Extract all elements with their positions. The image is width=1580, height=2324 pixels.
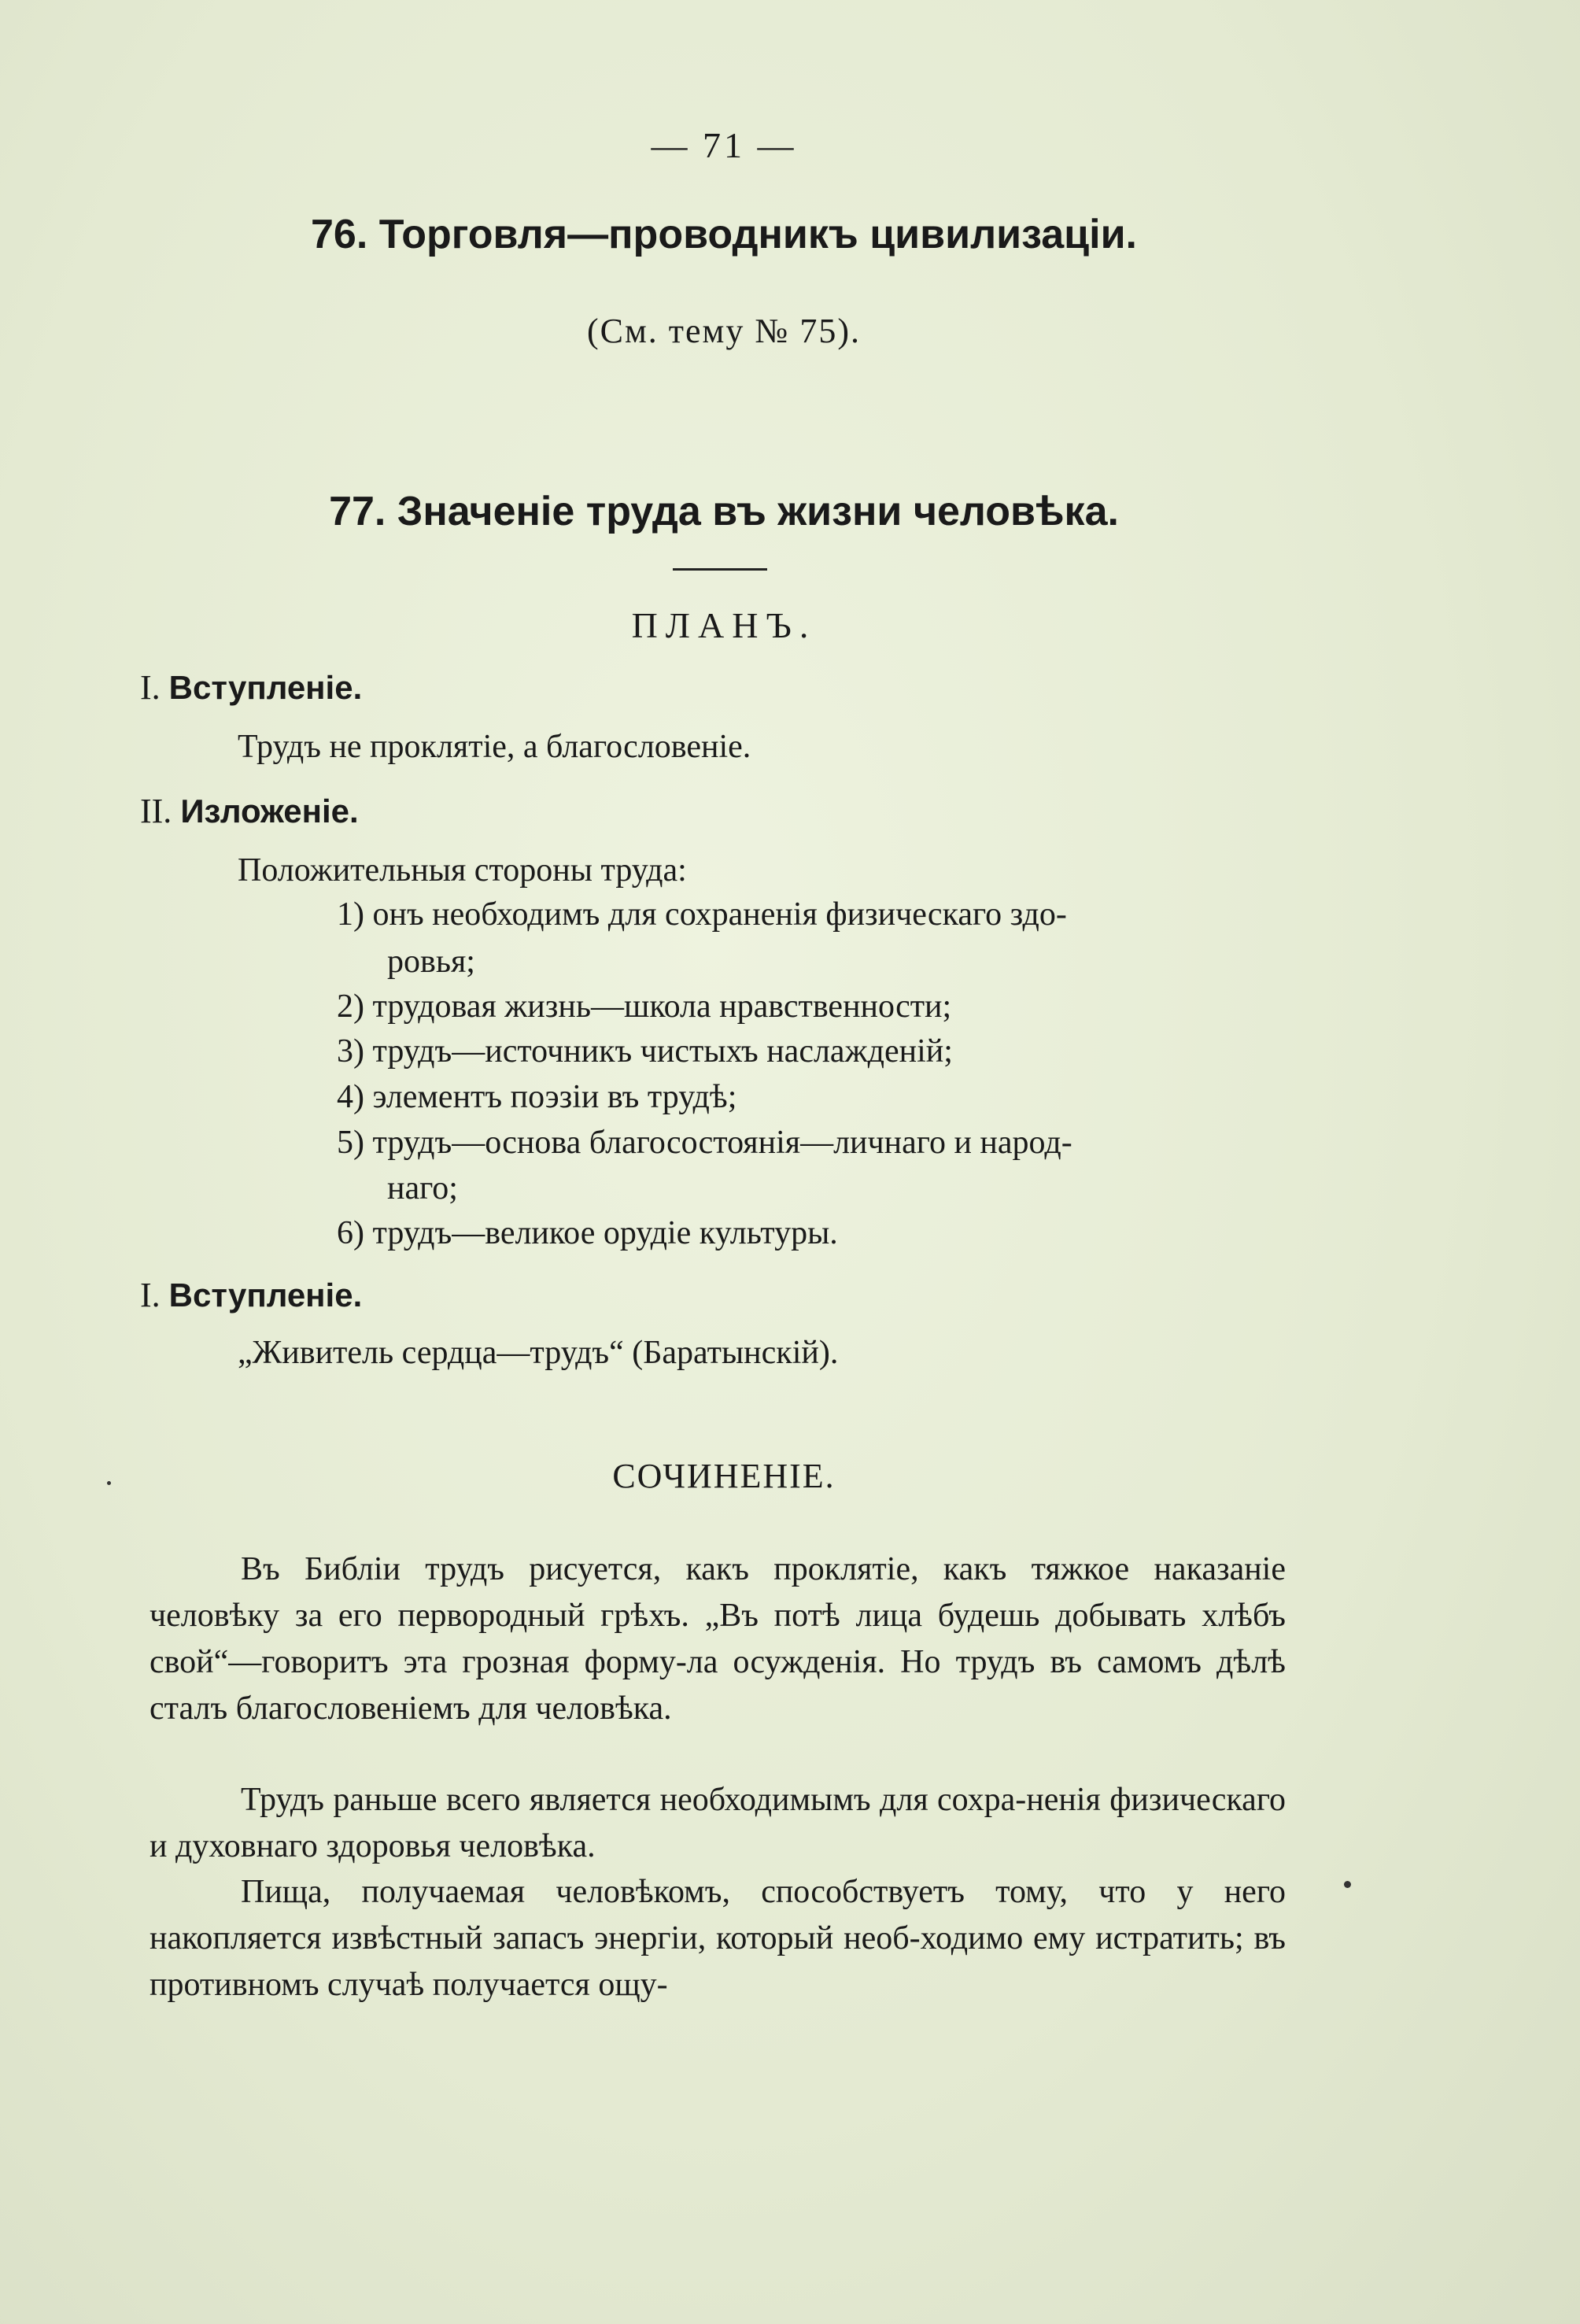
intro-text: Трудъ не проклятіе, а благословеніе. <box>238 729 751 765</box>
plan-section-intro <box>140 667 362 708</box>
page-speck <box>1344 1881 1351 1888</box>
section-title: Изложеніе. <box>180 793 359 829</box>
plan-item-1-cont: ровья; <box>387 944 475 980</box>
plan-item-4: 4) элементъ поэзіи въ трудѣ; <box>337 1079 737 1115</box>
plan-title: ПЛАНЪ. <box>631 605 817 645</box>
composition-section-intro <box>140 1275 362 1315</box>
paragraph: Въ Библіи трудъ рисуется, какъ проклятіе, какъ тяжкое наказаніе человѣку за его первородный грѣхъ. „Въ потѣ лица будешь добывать хлѣбъ свой“—говоритъ эта грозная форму-ла осужденія. Но трудъ въ самомъ дѣлѣ сталъ благословеніемъ для человѣка. <box>150 1551 1286 1727</box>
paragraph: Пища, получаемая человѣкомъ, способствуетъ тому, что у него накопляется извѣстный запасъ энергіи, который необ-ходимо ему истратить; въ противномъ случаѣ получается ощу- <box>150 1874 1286 2003</box>
see-reference: (См. тему № 75). <box>586 312 862 350</box>
page-number: — 71 — <box>651 125 797 165</box>
positive-sides-label: Положительныя стороны труда: <box>238 852 687 889</box>
section-number: II. <box>140 792 172 830</box>
plan-item-1: 1) онъ необходимъ для сохраненія физическаго здо- <box>337 896 1067 933</box>
plan-item-5: 5) трудъ—основа благосостоянія—личнаго и народ- <box>337 1125 1072 1161</box>
plan-item-6: 6) трудъ—великое орудіе культуры. <box>337 1215 838 1251</box>
composition-title: СОЧИНЕНІЕ. <box>612 1457 836 1495</box>
plan-item-2: 2) трудовая жизнь—школа нравственности; <box>337 988 952 1025</box>
plan-item-3: 3) трудъ—источникъ чистыхъ наслажденій; <box>337 1033 953 1070</box>
section-number: I. <box>140 668 161 707</box>
heading-topic-77: 77. Значеніе труда въ жизни человѣка. <box>329 489 1119 534</box>
section-title: Вступленіе. <box>168 1277 363 1313</box>
plan-item-5-cont: наго; <box>387 1170 458 1206</box>
section-title: Вступленіе. <box>168 669 363 706</box>
heading-topic-76: 76. Торговля—проводникъ цивилизаціи. <box>311 212 1137 257</box>
divider-rule <box>673 568 767 571</box>
epigraph-quote: „Живитель сердца—трудъ“ (Баратынскій). <box>238 1335 839 1371</box>
plan-section-exposition <box>140 791 359 831</box>
section-number: I. <box>140 1276 161 1314</box>
page-speck <box>107 1481 111 1485</box>
paragraph: Трудъ раньше всего является необходимымъ для сохра-ненія физическаго и духовнаго здоровья человѣка. <box>150 1782 1286 1864</box>
